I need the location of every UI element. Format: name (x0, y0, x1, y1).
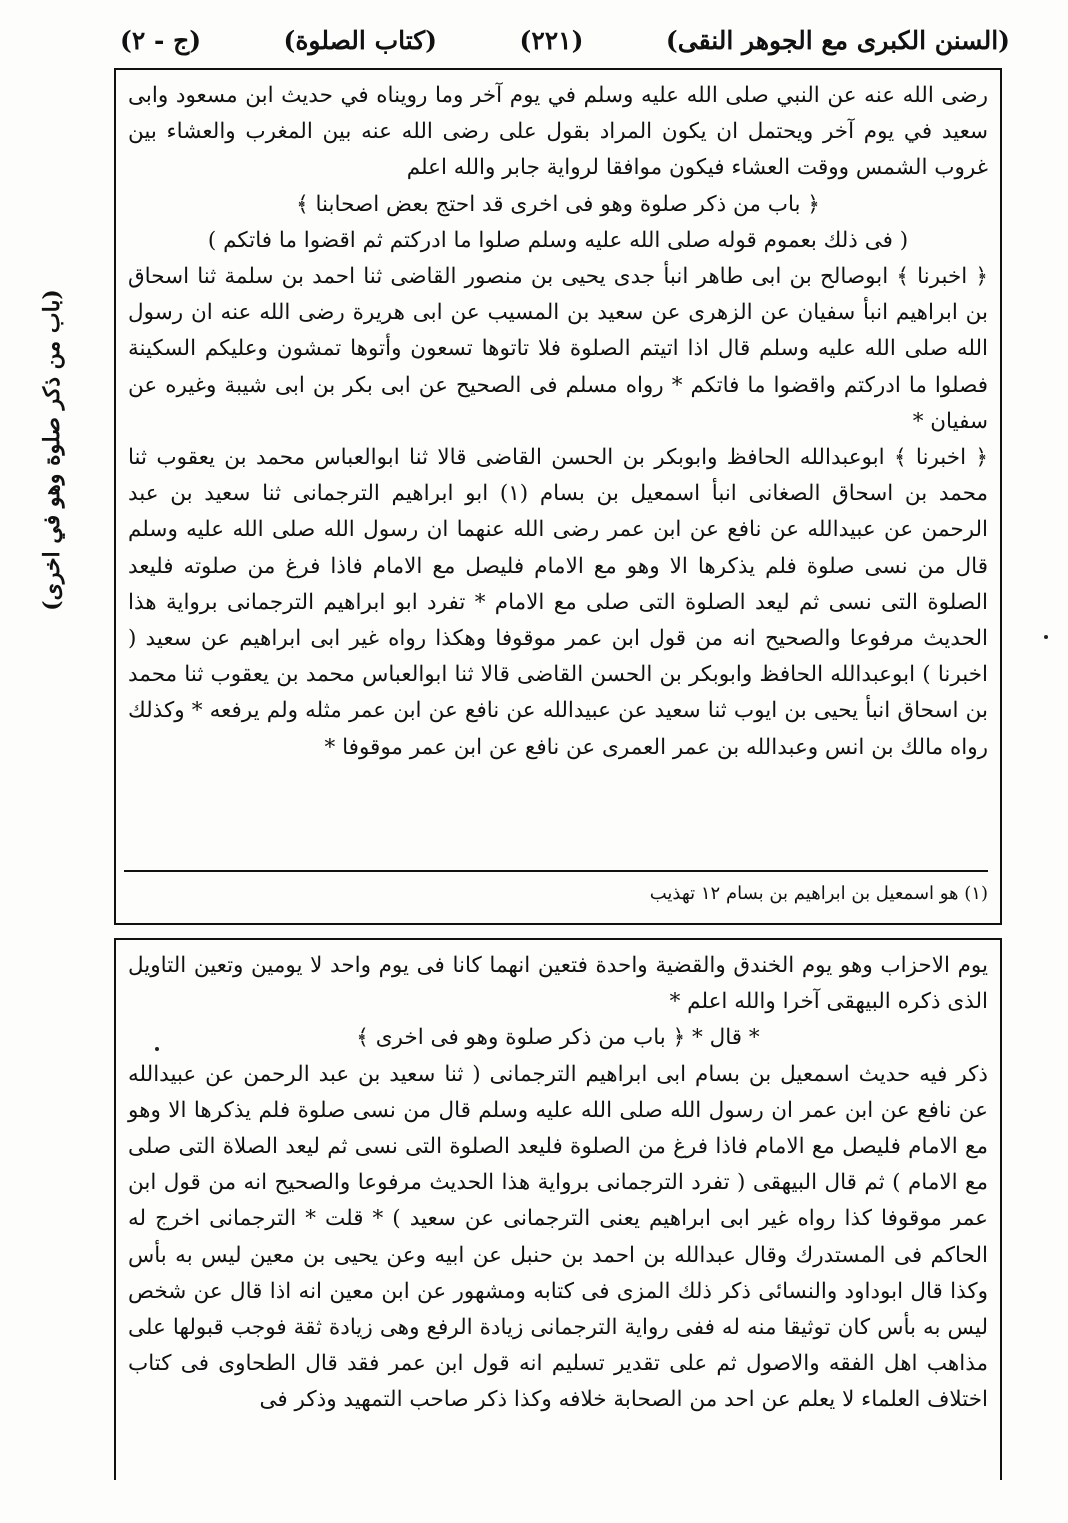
commentary-heading: * قال * ﴿ باب من ذكر صلوة وهو فى اخرى ﴾ (356, 1025, 760, 1051)
chapter-subheading: ( فى ذلك بعموم قوله صلى الله عليه وسلم صلوا ما ادركتم ثم اقضوا ما فاتكم ) (207, 227, 909, 253)
commentary-paragraph-1: يوم الاحزاب وهو يوم الخندق والقضية واحدة فتعين انهما كانا فى يوم واحد لا يومين وتعين التاويل الذى ذكره البيهقى آخرا والله اعلم * (128, 953, 988, 1015)
main-paragraph-3: ﴿ اخبرنا ﴾ ابوعبدالله الحافظ وابوبكر بن الحسن القاضى قالا ثنا ابوالعباس محمد بن يعقوب ثنا محمد بن اسحاق الصغانى انبأ اسمعيل بن بسام (١) ابو ابراهيم الترجمانى ثنا سعيد بن عبد الرحمن عن عبيدالله عن نافع عن ابن عمر رضى الله عنهما ان رسول الله صلى الله عليه وسلم قال من نسى صلوة فلم يذكرها الا وهو مع الامام فليصل مع الامام فاذا فرغ من صلوته فليعد الصلوة التى نسى ثم ليعد الصلوة التى صلى مع الامام * تفرد ابو ابراهيم الترجمانى برواية هذا الحديث مرفوعا والصحيح انه من قول ابن عمر موقوفا وهكذا رواه غير ابى ابراهيم عن سعيد ( اخبرنا ) ابوعبدالله الحافظ وابوبكر بن الحسن القاضى قالا ثنا ابوالعباس محمد بن يعقوب ثنا محمد بن اسحاق انبأ يحيى بن ايوب ثنا سعيد عن عبيدالله عن نافع عن ابن عمر مثله ولم يرفعه * وكذلك رواه مالك بن انس وعبدالله بن عمر العمرى عن نافع عن ابن عمر موقوفا * (128, 445, 988, 760)
main-text-box (114, 68, 1002, 925)
ink-dot (155, 1047, 159, 1051)
page-header (120, 18, 1010, 62)
main-paragraph-2: ﴿ اخبرنا ﴾ ابوصالح بن ابى طاهر انبأ جدى يحيى بن منصور القاضى ثنا احمد بن سلمة ثنا اسحاق بن ابراهيم انبأ سفيان عن الزهرى عن سعيد بن المسيب عن ابى هريرة رضى الله عنه ان رسول الله صلى الله عليه وسلم قال اذا اتيتم الصلوة فلا تاتوها تسعون وأتوها تمشون وعليكم السكينة فصلوا ما ادركتم واقضوا ما فاتكم * رواه مسلم فى الصحيح عن ابى بكر بن ابى شيبة وغيره عن سفيان * (128, 264, 988, 434)
ink-dot (1044, 635, 1048, 639)
commentary-box (114, 938, 1002, 1480)
volume-number: (ج - ٢) (120, 25, 202, 55)
side-title-text: (باب من ذكر صلوة وهو في اخرى) (39, 289, 65, 611)
footnote-text: (١) هو اسمعيل بن ابراهيم بن بسام ١٢ تهذيب (649, 883, 988, 904)
main-paragraph-1: رضى الله عنه عن النبي صلى الله عليه وسلم في يوم آخر وما رويناه في حديث ابن مسعود وابى سعيد في يوم آخر ويحتمل ان يكون المراد بقول على رضى الله عنه بين المغرب والعشاء بين غروب الشمس ووقت العشاء فيكون موافقا لرواية جابر والله اعلم (128, 83, 988, 181)
commentary-text (116, 940, 1000, 1419)
main-text (116, 70, 1000, 766)
commentary-paragraph-2: ذكر فيه حديث اسمعيل بن بسام ابى ابراهيم الترجمانى ( ثنا سعيد بن عبد الرحمن عن عبيدالله عن نافع عن ابن عمر ان رسول الله صلى الله عليه وسلم قال من نسى صلوة فلم يذكرها الا وهو مع الامام فليصل مع الامام فاذا فرغ من الصلوة فليعد الصلوة التى نسى ثم ليعد الصلاة التى صلى مع الامام ) ثم قال البيهقى ( تفرد الترجمانى برواية هذا الحديث مرفوعا والصحيح انه من قول ابن عمر موقوفا كذا رواه غير ابى ابراهيم يعنى الترجمانى عن سعيد ) * قلت * الترجمانى اخرج له الحاكم فى المستدرك وقال عبدالله بن احمد بن حنبل عن ابيه وعن يحيى بن معين ليس به بأس وكذا قال ابوداود والنسائى ذكر ذلك المزى فى كتابه ومشهور عن ابن معين انه اذا قال عن شخص ليس به بأس كان توثيقا منه له ففى رواية الترجمانى زيادة الرفع وهى زيادة ثقة فوجب قبولها على مذاهب اهل الفقه والاصول ثم على تقدير تسليم انه قول ابن عمر فقد قال الطحاوى فى كتاب اختلاف العلماء لا يعلم عن احد من الصحابة خلافه وكذا ذكر صاحب التمهيد وذكر فى (128, 1061, 988, 1413)
footnote-divider (124, 870, 988, 872)
page-number: (٢٢١) (519, 25, 584, 55)
footnote (124, 880, 988, 908)
book-title: (السنن الكبرى مع الجوهر النقى) (665, 25, 1010, 55)
side-title (22, 190, 82, 710)
chapter-title: (كتاب الصلوة) (283, 25, 437, 55)
chapter-heading: ﴿ باب من ذكر صلوة وهو فى اخرى قد احتج بعض اصحابنا ﴾ (296, 191, 820, 217)
